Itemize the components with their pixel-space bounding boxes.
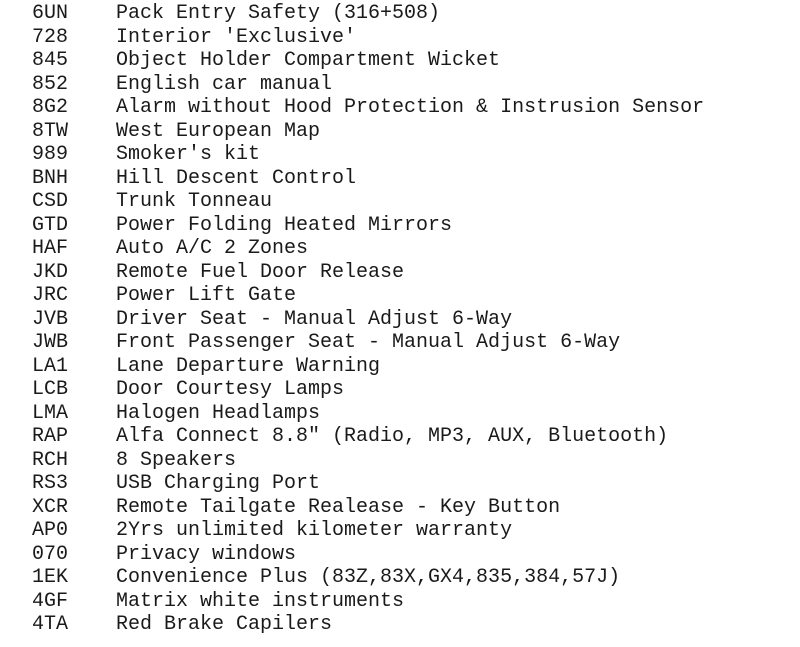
option-row xyxy=(0,378,800,402)
option-row xyxy=(0,167,800,191)
option-row xyxy=(0,308,800,332)
option-code: 845 xyxy=(32,49,69,72)
option-description: 2Yrs unlimited kilometer warranty xyxy=(116,519,513,542)
option-row xyxy=(0,49,800,73)
option-code: LA1 xyxy=(32,354,69,378)
option-code: RAP xyxy=(32,425,69,448)
option-description: Power Lift Gate xyxy=(116,284,297,307)
option-description: Front Passenger Seat - Manual Adjust 6-Way xyxy=(116,331,621,354)
option-row xyxy=(0,496,800,520)
option-code: JRC xyxy=(32,284,69,307)
option-row xyxy=(0,543,800,567)
option-code: 6UN xyxy=(32,2,69,25)
option-description: English car manual xyxy=(116,72,333,96)
option-code: JWB xyxy=(32,331,69,354)
option-description: Lane Departure Warning xyxy=(116,354,381,378)
option-description: Trunk Tonneau xyxy=(116,190,273,213)
option-code: AP0 xyxy=(32,519,69,542)
option-description: Object Holder Compartment Wicket xyxy=(116,49,501,72)
option-row xyxy=(0,261,800,285)
option-description: 8 Speakers xyxy=(116,448,237,472)
option-description: Door Courtesy Lamps xyxy=(116,378,345,401)
option-code: HAF xyxy=(32,237,69,260)
option-row xyxy=(0,331,800,355)
option-description: Convenience Plus (83Z,83X,GX4,835,384,57J) xyxy=(116,566,621,589)
option-code: 8TW xyxy=(32,119,69,143)
option-row xyxy=(0,566,800,590)
option-row xyxy=(0,120,800,144)
option-row xyxy=(0,2,800,26)
option-row xyxy=(0,237,800,261)
option-row xyxy=(0,73,800,97)
option-row xyxy=(0,425,800,449)
option-row xyxy=(0,472,800,496)
option-description: Interior 'Exclusive' xyxy=(116,25,357,49)
option-row xyxy=(0,449,800,473)
option-description: Alfa Connect 8.8" (Radio, MP3, AUX, Bluetooth) xyxy=(116,425,669,448)
option-description: Power Folding Heated Mirrors xyxy=(116,213,453,237)
option-description: Remote Fuel Door Release xyxy=(116,260,405,284)
option-code: JKD xyxy=(32,260,69,284)
option-code: 4GF xyxy=(32,589,69,613)
option-description: Driver Seat - Manual Adjust 6-Way xyxy=(116,307,513,331)
option-row xyxy=(0,96,800,120)
option-description: West European Map xyxy=(116,119,321,143)
option-row xyxy=(0,143,800,167)
option-row xyxy=(0,284,800,308)
option-code: 1EK xyxy=(32,566,69,589)
option-code: LCB xyxy=(32,378,69,401)
option-description: Remote Tailgate Realease - Key Button xyxy=(116,495,561,519)
option-description: Auto A/C 2 Zones xyxy=(116,237,309,260)
option-description: Hill Descent Control xyxy=(116,166,357,190)
option-row xyxy=(0,26,800,50)
option-code: BNH xyxy=(32,166,69,190)
option-code: LMA xyxy=(32,401,69,425)
option-code: 4TA xyxy=(32,613,69,636)
option-description: USB Charging Port xyxy=(116,472,321,495)
option-description: Pack Entry Safety (316+508) xyxy=(116,2,441,25)
option-code: XCR xyxy=(32,495,69,519)
option-code: 8G2 xyxy=(32,96,69,119)
option-code: RCH xyxy=(32,448,69,472)
option-description: Matrix white instruments xyxy=(116,589,405,613)
option-row xyxy=(0,519,800,543)
option-code: CSD xyxy=(32,190,69,213)
option-row xyxy=(0,590,800,614)
option-row xyxy=(0,613,800,637)
option-code: 070 xyxy=(32,542,69,566)
option-code: 852 xyxy=(32,72,69,96)
option-row xyxy=(0,402,800,426)
option-description: Privacy windows xyxy=(116,542,297,566)
option-code: 989 xyxy=(32,143,69,166)
option-description: Red Brake Capilers xyxy=(116,613,333,636)
option-row xyxy=(0,214,800,238)
option-code: 728 xyxy=(32,25,69,49)
option-description: Alarm without Hood Protection & Instrusion Sensor xyxy=(116,96,705,119)
option-description: Halogen Headlamps xyxy=(116,401,321,425)
option-code-list xyxy=(0,2,800,637)
option-row xyxy=(0,355,800,379)
option-row xyxy=(0,190,800,214)
option-description: Smoker's kit xyxy=(116,143,261,166)
option-code: GTD xyxy=(32,213,69,237)
option-code: RS3 xyxy=(32,472,69,495)
option-code: JVB xyxy=(32,307,69,331)
